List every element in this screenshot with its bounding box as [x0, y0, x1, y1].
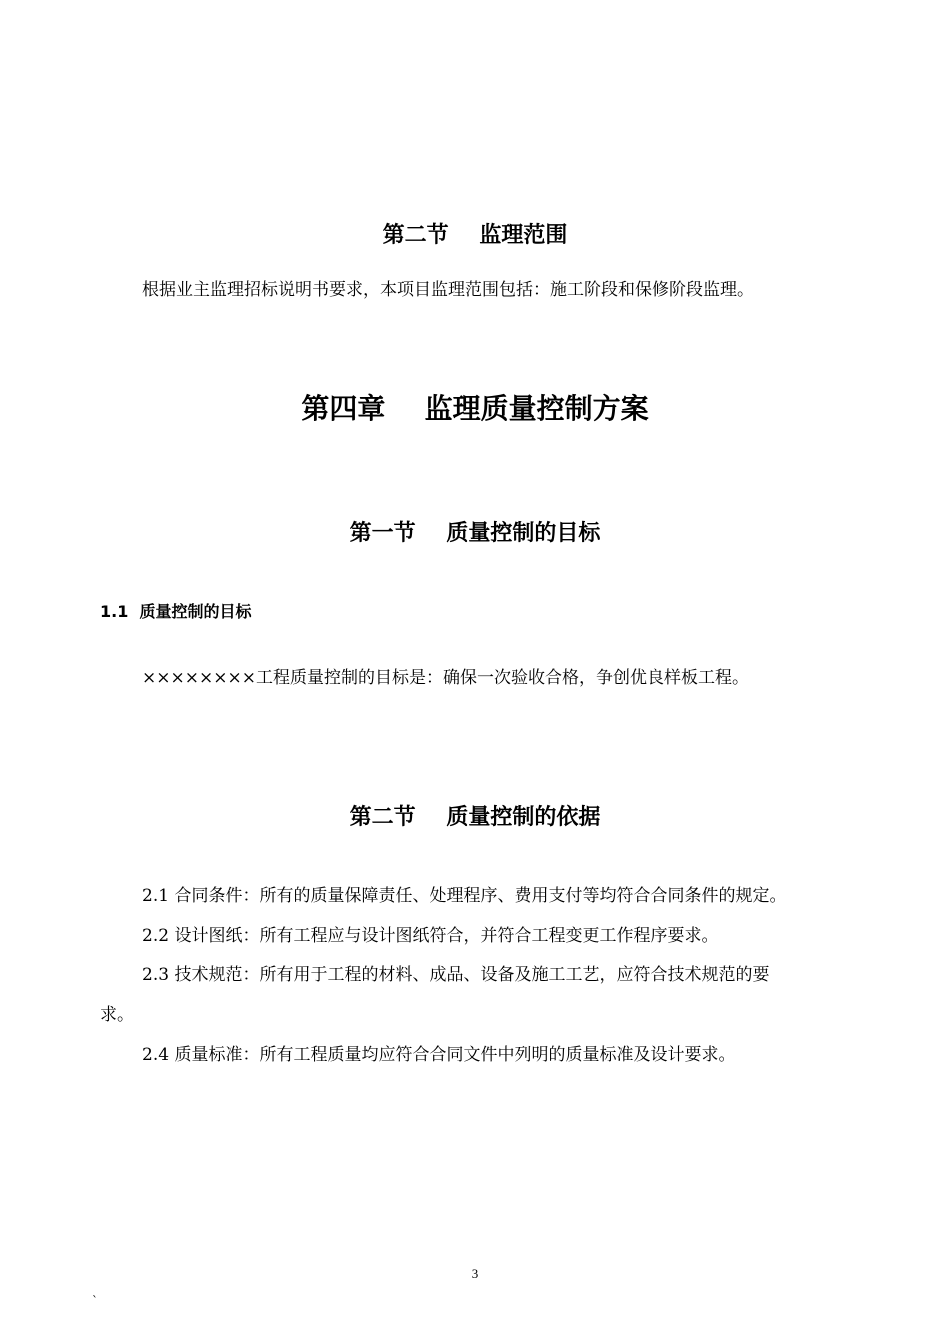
section-title: 质量控制的目标: [446, 521, 601, 546]
basis-item-specs: 2.3 技术规范：所有用于工程的材料、成品、设备及施工工艺，应符合技术规范的要: [142, 965, 770, 985]
section-number: 第一节: [349, 521, 416, 546]
basis-item-standards: 2.4 质量标准：所有工程质量均应符合合同文件中列明的质量标准及设计要求。: [142, 1045, 736, 1065]
chapter-title: 监理质量控制方案: [424, 392, 649, 425]
goal-paragraph: ××××××××工程质量控制的目标是：确保一次验收合格，争创优良样板工程。: [142, 668, 749, 688]
chapter-heading: [0, 387, 950, 427]
section-heading-basis: [0, 800, 950, 831]
section-title: 质量控制的依据: [446, 805, 601, 830]
basis-item-contract: 2.1 合同条件：所有的质量保障责任、处理程序、费用支付等均符合合同条件的规定。: [142, 886, 787, 906]
chapter-number: 第四章: [301, 392, 386, 425]
subheading-number: 1.1: [100, 602, 129, 621]
section-heading-scope: [0, 218, 950, 249]
footer-mark: `: [92, 1294, 98, 1308]
subheading-1-1: [100, 599, 252, 622]
page-number: 3: [471, 1266, 479, 1281]
section-heading-goal: [0, 516, 950, 547]
subheading-title: 质量控制的目标: [139, 602, 252, 621]
section-number: 第二节: [349, 805, 416, 830]
section-number: 第二节: [382, 223, 449, 248]
basis-item-drawings: 2.2 设计图纸：所有工程应与设计图纸符合，并符合工程变更工作程序要求。: [142, 926, 719, 946]
scope-paragraph: 根据业主监理招标说明书要求，本项目监理范围包括：施工阶段和保修阶段监理。: [142, 280, 754, 300]
section-title: 监理范围: [479, 223, 568, 248]
basis-item-specs-continued: 求。: [100, 1005, 134, 1025]
